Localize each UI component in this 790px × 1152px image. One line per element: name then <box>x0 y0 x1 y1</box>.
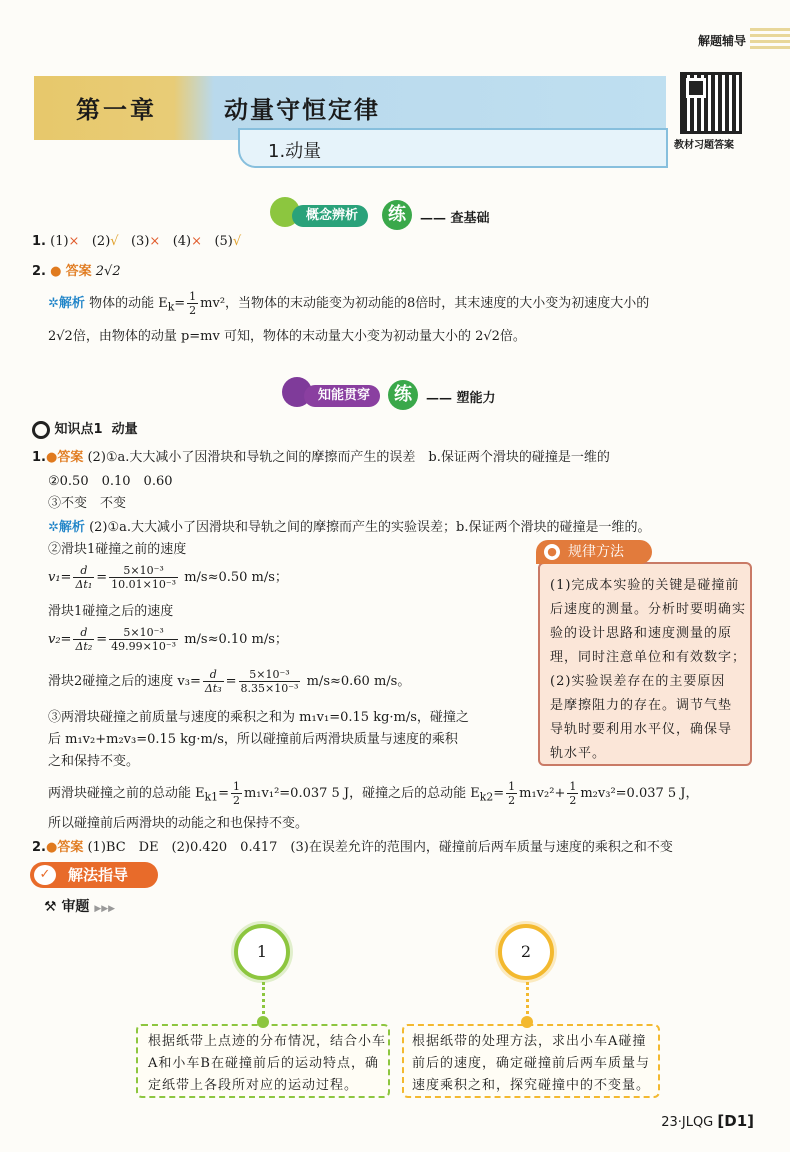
rule-line: 是摩擦阻力的存在。调节气垫 <box>550 698 733 713</box>
step-card-2 <box>402 1024 660 1098</box>
s2-q1-jiexi-line1: ✲解析 (2)①a.大大减小了因滑块和导轨之间的摩擦而产生的实验误差；b.保证两个滑块的碰撞是一维的。 <box>48 520 651 535</box>
s1-q1: 1. (1)× (2)√ (3)× (4)× (5)√ <box>32 234 242 249</box>
s1-q2-jiexi-line2: 2√2倍，由物体的动量 p=mv 可知，物体的末动量大小变为初动量大小的 2√2倍。 <box>48 329 526 344</box>
card-line: A和小车B在碰撞前后的运动特点，确 <box>148 1056 379 1071</box>
s2-q1-jiexi-line2: ②滑块1碰撞之前的速度 <box>48 542 187 557</box>
card-line: 前后的速度，确定碰撞前后两车质量与 <box>412 1056 651 1071</box>
kinetic-energy-line: 两滑块碰撞之前的总动能 $E_{k1}=$ $\frac{1}{2}$ m₁v₁²=0.037 5 J，碰撞之后的总动能 $E_{k2}=$ $\frac{1}{2}$ m₁v₂²+ $\frac{1}{2}$ m₂v₃²=0.037 5 J， <box>48 780 699 807</box>
rule-line: (1)完成本实验的关键是碰撞前 <box>550 578 740 593</box>
step-card-1 <box>136 1024 390 1098</box>
s2-q1-jiexi-line5: 后 m₁v₂+m₂v₃=0.15 kg·m/s，所以碰撞前后两滑块质量与速度的乘积 <box>48 732 458 747</box>
gear-icon: ✲ <box>48 296 59 311</box>
banner-concept-lian: 练 <box>382 200 412 230</box>
s1-q2-answer: 2. ● 答案 2√2 <box>32 264 121 279</box>
step-circle-2: 2 <box>498 924 554 980</box>
method-pill: ✓ 解法指导 <box>30 862 158 888</box>
banner-ability-pill: 知能贯穿 <box>304 385 380 407</box>
knowledge-point: 知识点1 动量 <box>32 418 138 439</box>
banner-ability-tag: —— 塑能力 <box>426 391 496 406</box>
card-line: 根据纸带上点迹的分布情况，结合小车 <box>148 1034 387 1049</box>
rule-line: 理，同时注意单位和有效数字； <box>550 650 747 665</box>
banner-concept-pill: 概念辨析 <box>292 205 368 227</box>
section-title: 1.动量 <box>268 141 322 162</box>
chapter-title: 动量守恒定律 <box>224 95 380 124</box>
shenti-heading: ⚒ 审题 ▶▶▶ <box>44 899 116 915</box>
location-pin-icon: ● <box>50 264 62 279</box>
banner-concept <box>270 203 530 229</box>
connector-2 <box>526 982 529 1020</box>
rule-method-tab: ● 规律方法 <box>536 540 652 564</box>
hammer-icon: ⚒ <box>44 899 57 915</box>
banner-ability-lian: 练 <box>388 380 418 410</box>
banner-ability <box>282 383 542 409</box>
s2-q1-answer-line2: ②0.50 0.10 0.60 <box>48 474 173 489</box>
v3-formula: 滑块2碰撞之后的速度 v₃= $\frac{d}{\text{Δt₃}}$ = $\frac{\text{5×10⁻³}}{\text{8.35×10⁻³}}$ m/s≈0.60 m/s。 <box>48 668 411 695</box>
connector-1 <box>262 982 265 1020</box>
lightbulb-icon: ● <box>544 544 560 560</box>
connector-dot-1 <box>257 1016 269 1028</box>
rule-line: 后速度的测量。分析时要明确实 <box>550 602 747 617</box>
qr-code-icon[interactable] <box>680 72 742 134</box>
location-pin-icon: ● <box>45 840 58 855</box>
s2-q1-answer-line3: ③不变 不变 <box>48 496 127 511</box>
page-number: 23·JLQG [D1] <box>661 1112 754 1130</box>
card-line: 定纸带上各段所对应的运动过程。 <box>148 1078 359 1093</box>
s2-q1-answer-line1: 1.●答案 (2)①a.大大减小了因滑块和导轨之间的摩擦而产生的误差 b.保证两个滑块的碰撞是一维的 <box>32 450 610 465</box>
s2-q1-jiexi-line4: ③两滑块碰撞之前质量与速度的乘积之和为 m₁v₁=0.15 kg·m/s，碰撞之 <box>48 710 469 725</box>
connector-dot-2 <box>521 1016 533 1028</box>
top-label: 解题辅导 <box>697 34 746 48</box>
v1-formula: v₁= $\frac{d}{\text{Δt₁}}$ = $\frac{\text{5×10⁻³}}{\text{10.01×10⁻³}}$ m/s≈0.50 m/s； <box>48 564 288 591</box>
banner-concept-tag: —— 查基础 <box>420 211 490 226</box>
s2-q1-jiexi-line8: 所以碰撞前后两滑块的动能之和也保持不变。 <box>48 816 309 831</box>
arrow-icon: ▶▶▶ <box>94 904 116 914</box>
card-line: 根据纸带的处理方法，求出小车A碰撞 <box>412 1034 647 1049</box>
s2-q1-jiexi-line6: 之和保持不变。 <box>48 754 140 769</box>
check-icon: ✓ <box>34 865 56 885</box>
v2-formula: v₂= $\frac{d}{\text{Δt₂}}$ = $\frac{\text{5×10⁻³}}{\text{49.99×10⁻³}}$ m/s≈0.10 m/s； <box>48 626 288 653</box>
gear-icon: ✲ <box>48 520 59 535</box>
rule-line: 验的设计思路和速度测量的原 <box>550 626 733 641</box>
chapter-number: 第一章 <box>76 95 157 124</box>
s2-q2-answer: 2.●答案 (1)BC DE (2)0.420 0.417 (3)在误差允许的范围内，碰撞前后两车质量与速度的乘积之和不变 <box>32 840 673 855</box>
step-circle-1: 1 <box>234 924 290 980</box>
s1-q2-jiexi-line1: ✲解析 物体的动能 $E_k=$ $\frac{1}{2}$ mv²，当物体的末动能变为初动能的8倍时，其末速度的大小变为初速度大小的 <box>48 290 650 317</box>
rule-line: 导轨时要利用水平仪，确保导 <box>550 722 733 737</box>
qr-caption: 教材习题答案 <box>674 140 734 151</box>
s2-q1-jiexi-line3: 滑块1碰撞之后的速度 <box>48 604 174 619</box>
card-line: 速度乘积之和，探究碰撞中的不变量。 <box>412 1078 651 1093</box>
rule-line: 轨水平。 <box>550 746 607 761</box>
knowledge-point-icon <box>32 421 50 439</box>
rule-line: (2)实验误差存在的主要原因 <box>550 674 726 689</box>
header-stripes <box>750 28 790 50</box>
location-pin-icon: ● <box>45 450 58 465</box>
